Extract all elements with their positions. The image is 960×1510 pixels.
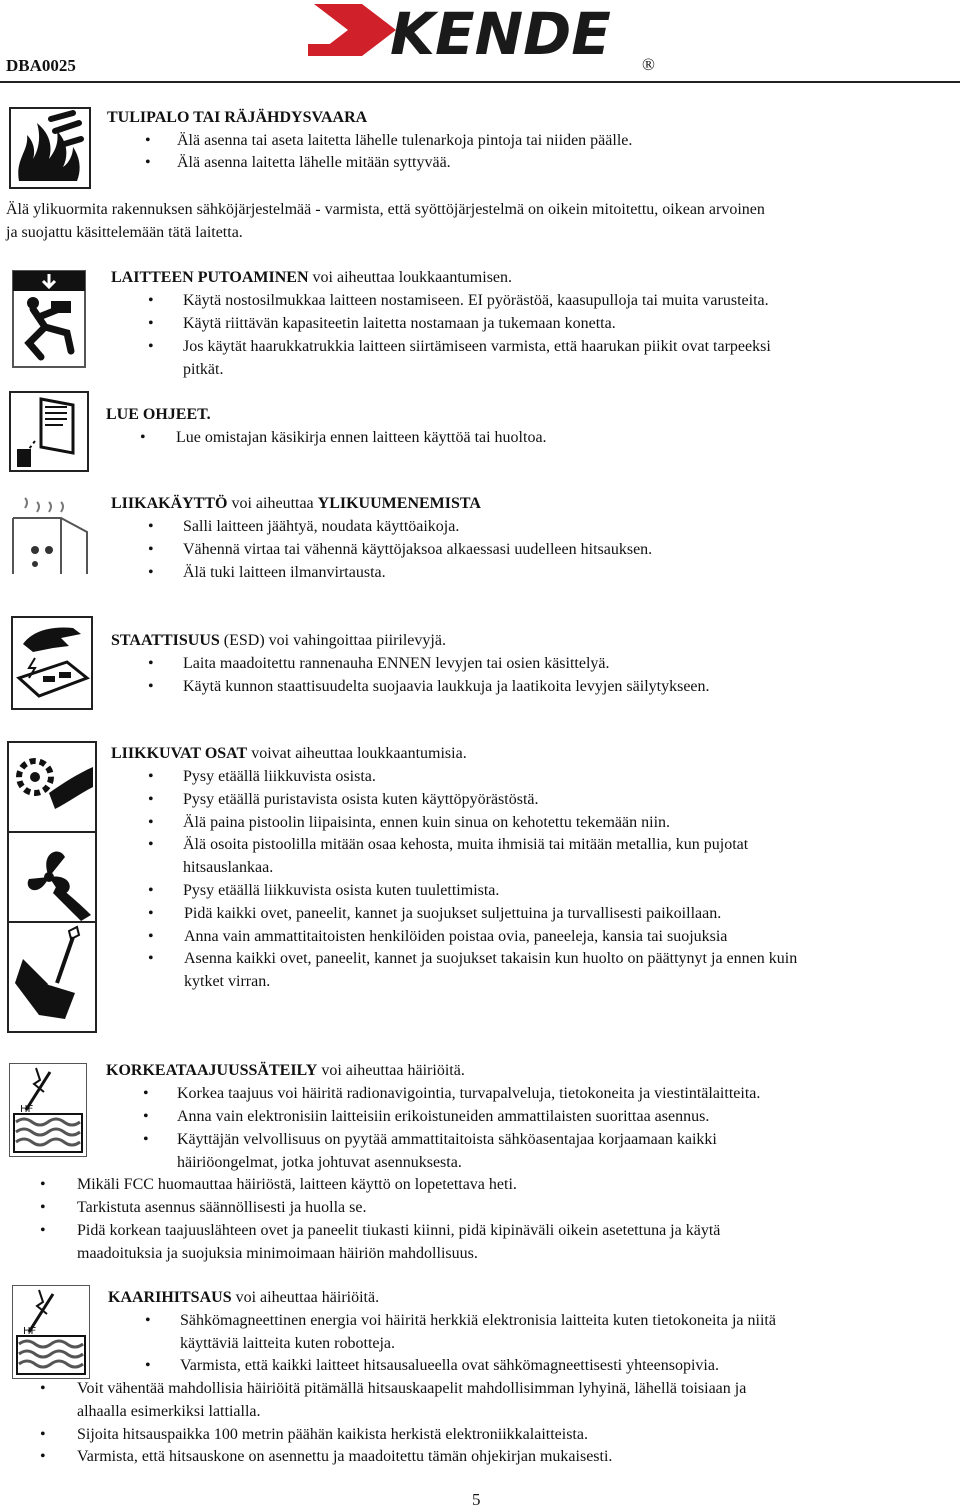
bullet-dot: • xyxy=(148,905,154,922)
logo-text: KENDE xyxy=(390,0,611,62)
list-item: Asenna kaikki ovet, paneelit, kannet ja suojukset takaisin kun huolto on päättynyt ja ennen kuin xyxy=(184,950,798,967)
bullet-dot: • xyxy=(145,154,151,171)
falling-title-rest: voi aiheuttaa loukkaantumisen. xyxy=(308,269,513,286)
arc-hf-label: HF xyxy=(23,1326,37,1337)
overuse-title-mid: voi aiheuttaa xyxy=(227,495,318,512)
falling-title-bold: LAITTEEN PUTOAMINEN xyxy=(111,269,309,286)
fire-title: TULIPALO TAI RÄJÄHDYSVAARA xyxy=(107,109,368,126)
list-item-continuation: maadoituksia ja suojuksia minimoimaan häiriön mahdollisuus. xyxy=(77,1245,478,1262)
overuse-title-bold2: YLIKUUMENEMISTA xyxy=(317,495,481,512)
bullet-dot: • xyxy=(148,678,154,695)
document-code: DBA0025 xyxy=(6,56,76,75)
list-item-continuation: kytket virran. xyxy=(184,973,271,990)
list-item: Sähkömagneettinen energia voi häiritä herkkiä elektronisia laitteita kuten tietokoneita ja niitä xyxy=(180,1312,776,1329)
list-item: Salli laitteen jäähtyä, noudata käyttöaikoja. xyxy=(183,518,460,535)
list-item: Älä tuki laitteen ilmanvirtausta. xyxy=(183,564,386,581)
arc-title-rest: voi aiheuttaa häiriöitä. xyxy=(231,1289,380,1306)
list-item-continuation: pitkät. xyxy=(183,361,224,378)
welding-gun-hand-icon xyxy=(7,921,97,1033)
moving-title xyxy=(111,743,467,765)
bullet-dot: • xyxy=(40,1199,46,1216)
list-item: Käyttäjän velvollisuus on pyytää ammattitaitoista sähköasentajaa korjaamaan kaikki xyxy=(177,1131,717,1148)
list-item: Lue omistajan käsikirja ennen laitteen käyttöä tai huoltoa. xyxy=(176,429,547,446)
list-item: Pysy etäällä liikkuvista osista. xyxy=(183,768,376,785)
bullet-dot: • xyxy=(40,1426,46,1443)
bullet-dot: • xyxy=(148,564,154,581)
static-electricity-icon xyxy=(11,616,93,710)
read-title: LUE OHJEET. xyxy=(106,406,211,423)
bullet-dot: • xyxy=(143,1085,149,1102)
list-item: Vähennä virtaa tai vähennä käyttöjaksoa alkaessasi uudelleen hitsauksen. xyxy=(183,541,653,558)
static-title-bold: STAATTISUUS xyxy=(111,632,220,649)
read-manual-icon xyxy=(9,391,89,472)
kende-logo xyxy=(308,0,640,62)
paragraph-line: ja suojattu käsittelemään tätä laitetta. xyxy=(6,224,243,241)
list-item: Sijoita hitsauspaikka 100 metrin päähän kaikista herkistä elektroniikkalaitteista. xyxy=(77,1426,588,1443)
registered-mark: ® xyxy=(642,55,655,74)
bullet-dot: • xyxy=(40,1380,46,1397)
arc-title xyxy=(108,1287,379,1309)
list-item: Käytä kunnon staattisuudelta suojaavia laukkuja ja laatikoita levyjen säilytykseen. xyxy=(183,678,710,695)
list-item: Älä paina pistoolin liipaisinta, ennen kuin sinua on kehotettu tekemään niin. xyxy=(183,814,671,831)
bullet-dot: • xyxy=(40,1176,46,1193)
list-item-continuation: häiriöongelmat, jotka johtuvat asennuksesta. xyxy=(177,1154,462,1171)
bullet-dot: • xyxy=(148,791,154,808)
list-item: Anna vain elektronisiin laitteisiin erikoistuneiden ammattilaisten suorittaa asennus. xyxy=(177,1108,710,1125)
page-number: 5 xyxy=(472,1490,481,1509)
list-item: Voit vähentää mahdollisia häiriöitä pitämällä hitsauskaapelit mahdollisimman lyhyinä, lähellä toisiaan ja xyxy=(77,1380,747,1397)
bullet-dot: • xyxy=(143,1131,149,1148)
list-item: Älä asenna laitetta lähelle mitään syttyvää. xyxy=(177,154,451,171)
bullet-dot: • xyxy=(148,518,154,535)
bullet-dot: • xyxy=(143,1108,149,1125)
list-item: Mikäli FCC huomauttaa häiriöstä, laitteen käyttö on lopetettava heti. xyxy=(77,1176,517,1193)
list-item: Älä asenna tai aseta laitetta lähelle tulenarkoja pintoja tai niiden päälle. xyxy=(177,132,633,149)
hf-title-bold: KORKEATAAJUUSSÄTEILY xyxy=(106,1062,318,1079)
header-rule xyxy=(0,81,960,83)
list-item-continuation: käyttäviä laitteita kuten robotteja. xyxy=(180,1335,396,1352)
hf-title xyxy=(106,1060,465,1082)
list-item: Pidä korkean taajuuslähteen ovet ja paneelit tiukasti kiinni, pidä kipinäväli oikein asetettuna ja käytä xyxy=(77,1222,721,1239)
bullet-dot: • xyxy=(148,292,154,309)
bullet-dot: • xyxy=(145,1357,151,1374)
fan-hand-icon xyxy=(7,831,97,925)
bullet-dot: • xyxy=(148,836,154,853)
bullet-dot: • xyxy=(148,768,154,785)
list-item-continuation: alhaalla esimerkiksi lattialla. xyxy=(77,1403,261,1420)
hf-label: HF xyxy=(20,1104,34,1115)
list-item-continuation: hitsauslankaa. xyxy=(183,859,274,876)
high-frequency-icon xyxy=(9,1063,87,1157)
list-item: Varmista, että hitsauskone on asennettu ja maadoitettu tämän ohjekirjan mukaisesti. xyxy=(77,1448,613,1465)
gear-hand-icon xyxy=(7,741,97,835)
list-item: Käytä riittävän kapasiteetin laitetta nostamaan ja tukemaan konetta. xyxy=(183,315,616,332)
list-item: Älä osoita pistoolilla mitään osaa kehosta, muita ihmisiä tai mitään metallia, kun pujotat xyxy=(183,836,749,853)
list-item: Laita maadoitettu rannenauha ENNEN levyjen tai osien käsittelyä. xyxy=(183,655,610,672)
fire-hazard-icon xyxy=(9,107,91,189)
bullet-dot: • xyxy=(148,655,154,672)
moving-title-rest: voivat aiheuttaa loukkaantumisia. xyxy=(247,745,467,762)
static-title-rest: (ESD) voi vahingoittaa piirilevyjä. xyxy=(219,632,446,649)
hf-title-rest: voi aiheuttaa häiriöitä. xyxy=(317,1062,465,1079)
list-item: Varmista, että kaikki laitteet hitsausalueella ovat sähkömagneettisesti yhteensopivia. xyxy=(180,1357,719,1374)
bullet-dot: • xyxy=(145,132,151,149)
falling-equipment-icon xyxy=(11,269,87,369)
list-item: Pidä kaikki ovet, paneelit, kannet ja suojukset suljettuina ja turvallisesti paikoillaan. xyxy=(184,905,722,922)
arc-welding-interference-icon xyxy=(12,1285,90,1379)
falling-title xyxy=(111,267,512,289)
bullet-dot: • xyxy=(148,882,154,899)
list-item: Jos käytät haarukkatrukkia laitteen siirtämiseen varmista, että haarukan piikit ovat tarpeeksi xyxy=(183,338,771,355)
paragraph-line: Älä ylikuormita rakennuksen sähköjärjestelmää - varmista, että syöttöjärjestelmä on oikein mitoitettu, oikean arvoinen xyxy=(6,201,765,218)
overuse-title-bold1: LIIKAKÄYTTÖ xyxy=(111,495,228,512)
list-item: Pysy etäällä puristavista osista kuten käyttöpyörästöstä. xyxy=(183,791,539,808)
bullet-dot: • xyxy=(40,1222,46,1239)
bullet-dot: • xyxy=(140,429,146,446)
bullet-dot: • xyxy=(148,338,154,355)
list-item: Tarkistuta asennus säännöllisesti ja huolla se. xyxy=(77,1199,367,1216)
bullet-dot: • xyxy=(145,1312,151,1329)
bullet-dot: • xyxy=(148,541,154,558)
moving-title-bold: LIIKKUVAT OSAT xyxy=(111,745,248,762)
overheating-icon xyxy=(11,494,89,574)
bullet-dot: • xyxy=(148,814,154,831)
list-item: Korkea taajuus voi häiritä radionavigointia, turvapalveluja, tietokoneita ja viestintälaitteita. xyxy=(177,1085,761,1102)
list-item: Pysy etäällä liikkuvista osista kuten tuulettimista. xyxy=(183,882,500,899)
arc-title-bold: KAARIHITSAUS xyxy=(108,1289,232,1306)
bullet-dot: • xyxy=(40,1448,46,1465)
list-item: Anna vain ammattitaitoisten henkilöiden poistaa ovia, paneeleja, kansia tai suojuksia xyxy=(184,928,728,945)
list-item: Käytä nostosilmukkaa laitteen nostamiseen. EI pyörästöä, kaasupulloja tai muita varusteita. xyxy=(183,292,769,309)
static-title xyxy=(111,630,446,652)
bullet-dot: • xyxy=(148,928,154,945)
bullet-dot: • xyxy=(148,950,154,967)
overuse-title xyxy=(111,493,481,515)
bullet-dot: • xyxy=(148,315,154,332)
